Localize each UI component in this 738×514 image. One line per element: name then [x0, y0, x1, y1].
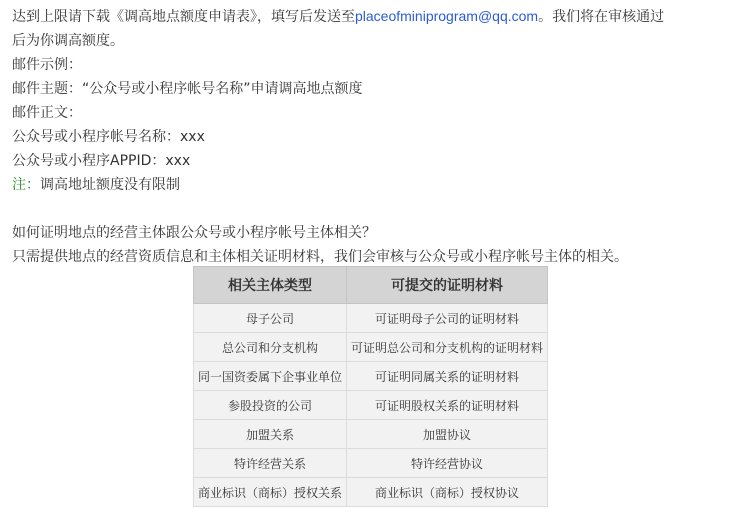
note: [12, 173, 738, 197]
subject-type-cell: 母子公司: [194, 304, 347, 333]
header-proof-materials: 可提交的证明材料: [347, 267, 548, 304]
table-row: [194, 304, 548, 333]
table-row: [194, 420, 548, 449]
proof-material-cell: 可证明母子公司的证明材料: [347, 304, 548, 333]
note-text: 调高地址额度没有限制: [40, 177, 180, 193]
faq-question: 如何证明地点的经营主体跟公众号或小程序帐号主体相关？: [12, 225, 376, 241]
subject-type-cell: 特许经营关系: [194, 449, 347, 478]
intro-suffix: 。我们将在审核通过: [538, 9, 665, 25]
email-address: placeofminiprogram@qq.com: [355, 8, 539, 24]
subject-type-cell: 参股投资的公司: [194, 391, 347, 420]
table-row: [194, 449, 548, 478]
subject-type-cell: 同一国资委属下企事业单位: [194, 362, 347, 391]
intro-prefix: 达到上限请下载《调高地点额度申请表》，填写后发送至: [12, 9, 355, 25]
spacer: [12, 197, 738, 221]
header-subject-type: 相关主体类型: [194, 267, 347, 304]
subject-type-cell: 加盟关系: [194, 420, 347, 449]
proof-material-cell: 可证明总公司和分支机构的证明材料: [347, 333, 548, 362]
proof-material-cell: 特许经营协议: [347, 449, 548, 478]
proof-material-cell: 可证明股权关系的证明材料: [347, 391, 548, 420]
subject-type-cell: 商业标识（商标）授权关系: [194, 478, 347, 507]
proof-material-cell: 加盟协议: [347, 420, 548, 449]
note-prefix: 注：: [12, 177, 40, 193]
email-body-heading: 邮件正文：: [12, 105, 82, 121]
table-row: [194, 333, 548, 362]
table-row: [194, 478, 548, 507]
table-row: [194, 391, 548, 420]
appid-example: 公众号或小程序APPID：xxx: [12, 153, 191, 169]
intro-line-2: 后为你调高额度。: [12, 33, 124, 49]
proof-material-cell: 可证明同属关系的证明材料: [347, 362, 548, 391]
email-subject-example: 邮件主题：“公众号或小程序帐号名称”申请调高地点额度: [12, 81, 363, 97]
faq-answer: 只需提供地点的经营资质信息和主体相关证明材料，我们会审核与公众号或小程序帐号主体的相关。: [12, 249, 628, 265]
account-name-example: 公众号或小程序帐号名称：xxx: [12, 129, 205, 145]
example-heading: 邮件示例：: [12, 57, 82, 73]
table-header-row: [194, 267, 548, 304]
proof-material-cell: 商业标识（商标）授权协议: [347, 478, 548, 507]
relation-table: [193, 266, 548, 507]
subject-type-cell: 总公司和分支机构: [194, 333, 347, 362]
table-row: [194, 362, 548, 391]
intro-line-1: [12, 4, 738, 29]
